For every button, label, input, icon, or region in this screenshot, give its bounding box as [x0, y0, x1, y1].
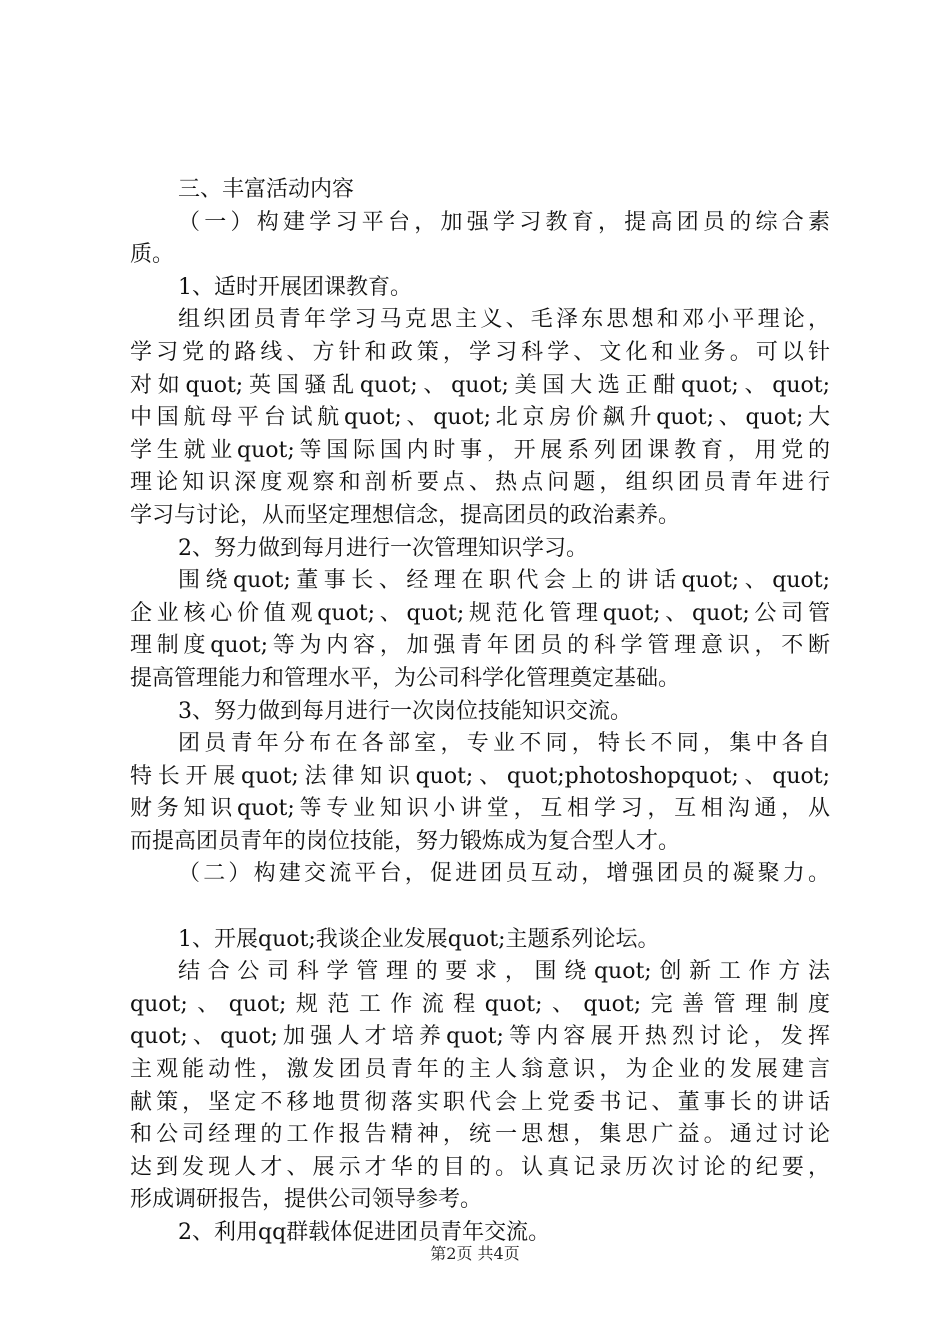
text-line: （二）构建交流平台，促进团员互动，增强团员的凝聚力。 [178, 861, 830, 887]
text-line: 达到发现人才、展示才华的目的。认真记录历次讨论的纪要， [130, 1154, 830, 1180]
text-line: 财务知识quot;等专业知识小讲堂，互相学习，互相沟通，从 [130, 796, 830, 822]
text-line: 主观能动性，激发团员青年的主人翁意识，为企业的发展建言 [130, 1057, 830, 1083]
text-line: 1、开展quot;我谈企业发展quot;主题系列论坛。 [178, 926, 660, 952]
page-footer: 第2页 共4页 [430, 1244, 520, 1263]
text-line: 学习党的路线、方针和政策，学习科学、文化和业务。可以针 [130, 339, 830, 365]
text-line: 2、努力做到每月进行一次管理知识学习。 [178, 535, 588, 561]
text-line: 3、努力做到每月进行一次岗位技能知识交流。 [178, 698, 632, 724]
text-line: 质。 [130, 242, 175, 268]
text-line: 三、丰富活动内容 [178, 177, 355, 202]
text-line: 理论知识深度观察和剖析要点、热点问题，组织团员青年进行 [130, 470, 830, 496]
text-line: 中国航母平台试航quot;、quot;北京房价飙升quot;、quot;大 [130, 405, 830, 431]
text-line: 献策，坚定不移地贯彻落实职代会上党委书记、董事长的讲话 [130, 1089, 830, 1115]
text-line: 特长开展quot;法律知识quot;、quot;photoshopquot;、quot; [130, 763, 830, 789]
text-line: 学习与讨论，从而坚定理想信念，提高团员的政治素养。 [130, 502, 681, 528]
text-line: 对如quot;英国骚乱quot;、quot;美国大选正酣quot;、quot; [130, 372, 830, 398]
text-line: 提高管理能力和管理水平，为公司科学化管理奠定基础。 [130, 665, 681, 691]
text-line: 学生就业quot;等国际国内时事，开展系列团课教育，用党的 [130, 437, 830, 463]
text-line: 1、适时开展团课教育。 [178, 274, 412, 300]
blank-line [130, 891, 830, 924]
text-line: 组织团员青年学习马克思主义、毛泽东思想和邓小平理论， [178, 307, 830, 333]
text-line: quot;、quot;规范工作流程quot;、quot;完善管理制度 [130, 991, 830, 1017]
text-line: 企业核心价值观quot;、quot;规范化管理quot;、quot;公司管 [130, 600, 830, 626]
text-line: 和公司经理的工作报告精神，统一思想，集思广益。通过讨论 [130, 1122, 830, 1148]
text-line: 2、利用qq群载体促进团员青年交流。 [178, 1220, 551, 1245]
text-line: 形成调研报告，提供公司领导参考。 [130, 1187, 483, 1213]
text-line: 而提高团员青年的岗位技能，努力锻炼成为复合型人才。 [130, 828, 681, 854]
text-line: 围绕quot;董事长、经理在职代会上的讲话quot;、quot; [178, 568, 830, 594]
document-body [130, 174, 830, 1250]
text-line: 理制度quot;等为内容，加强青年团员的科学管理意识，不断 [130, 633, 830, 659]
text-line: （一）构建学习平台，加强学习教育，提高团员的综合素 [178, 209, 830, 235]
text-line: 结合公司科学管理的要求，围绕quot;创新工作方法 [178, 959, 830, 985]
text-line: quot;、quot;加强人才培养quot;等内容展开热烈讨论，发挥 [130, 1024, 830, 1050]
text-line: 团员青年分布在各部室，专业不同，特长不同，集中各自 [178, 731, 830, 757]
